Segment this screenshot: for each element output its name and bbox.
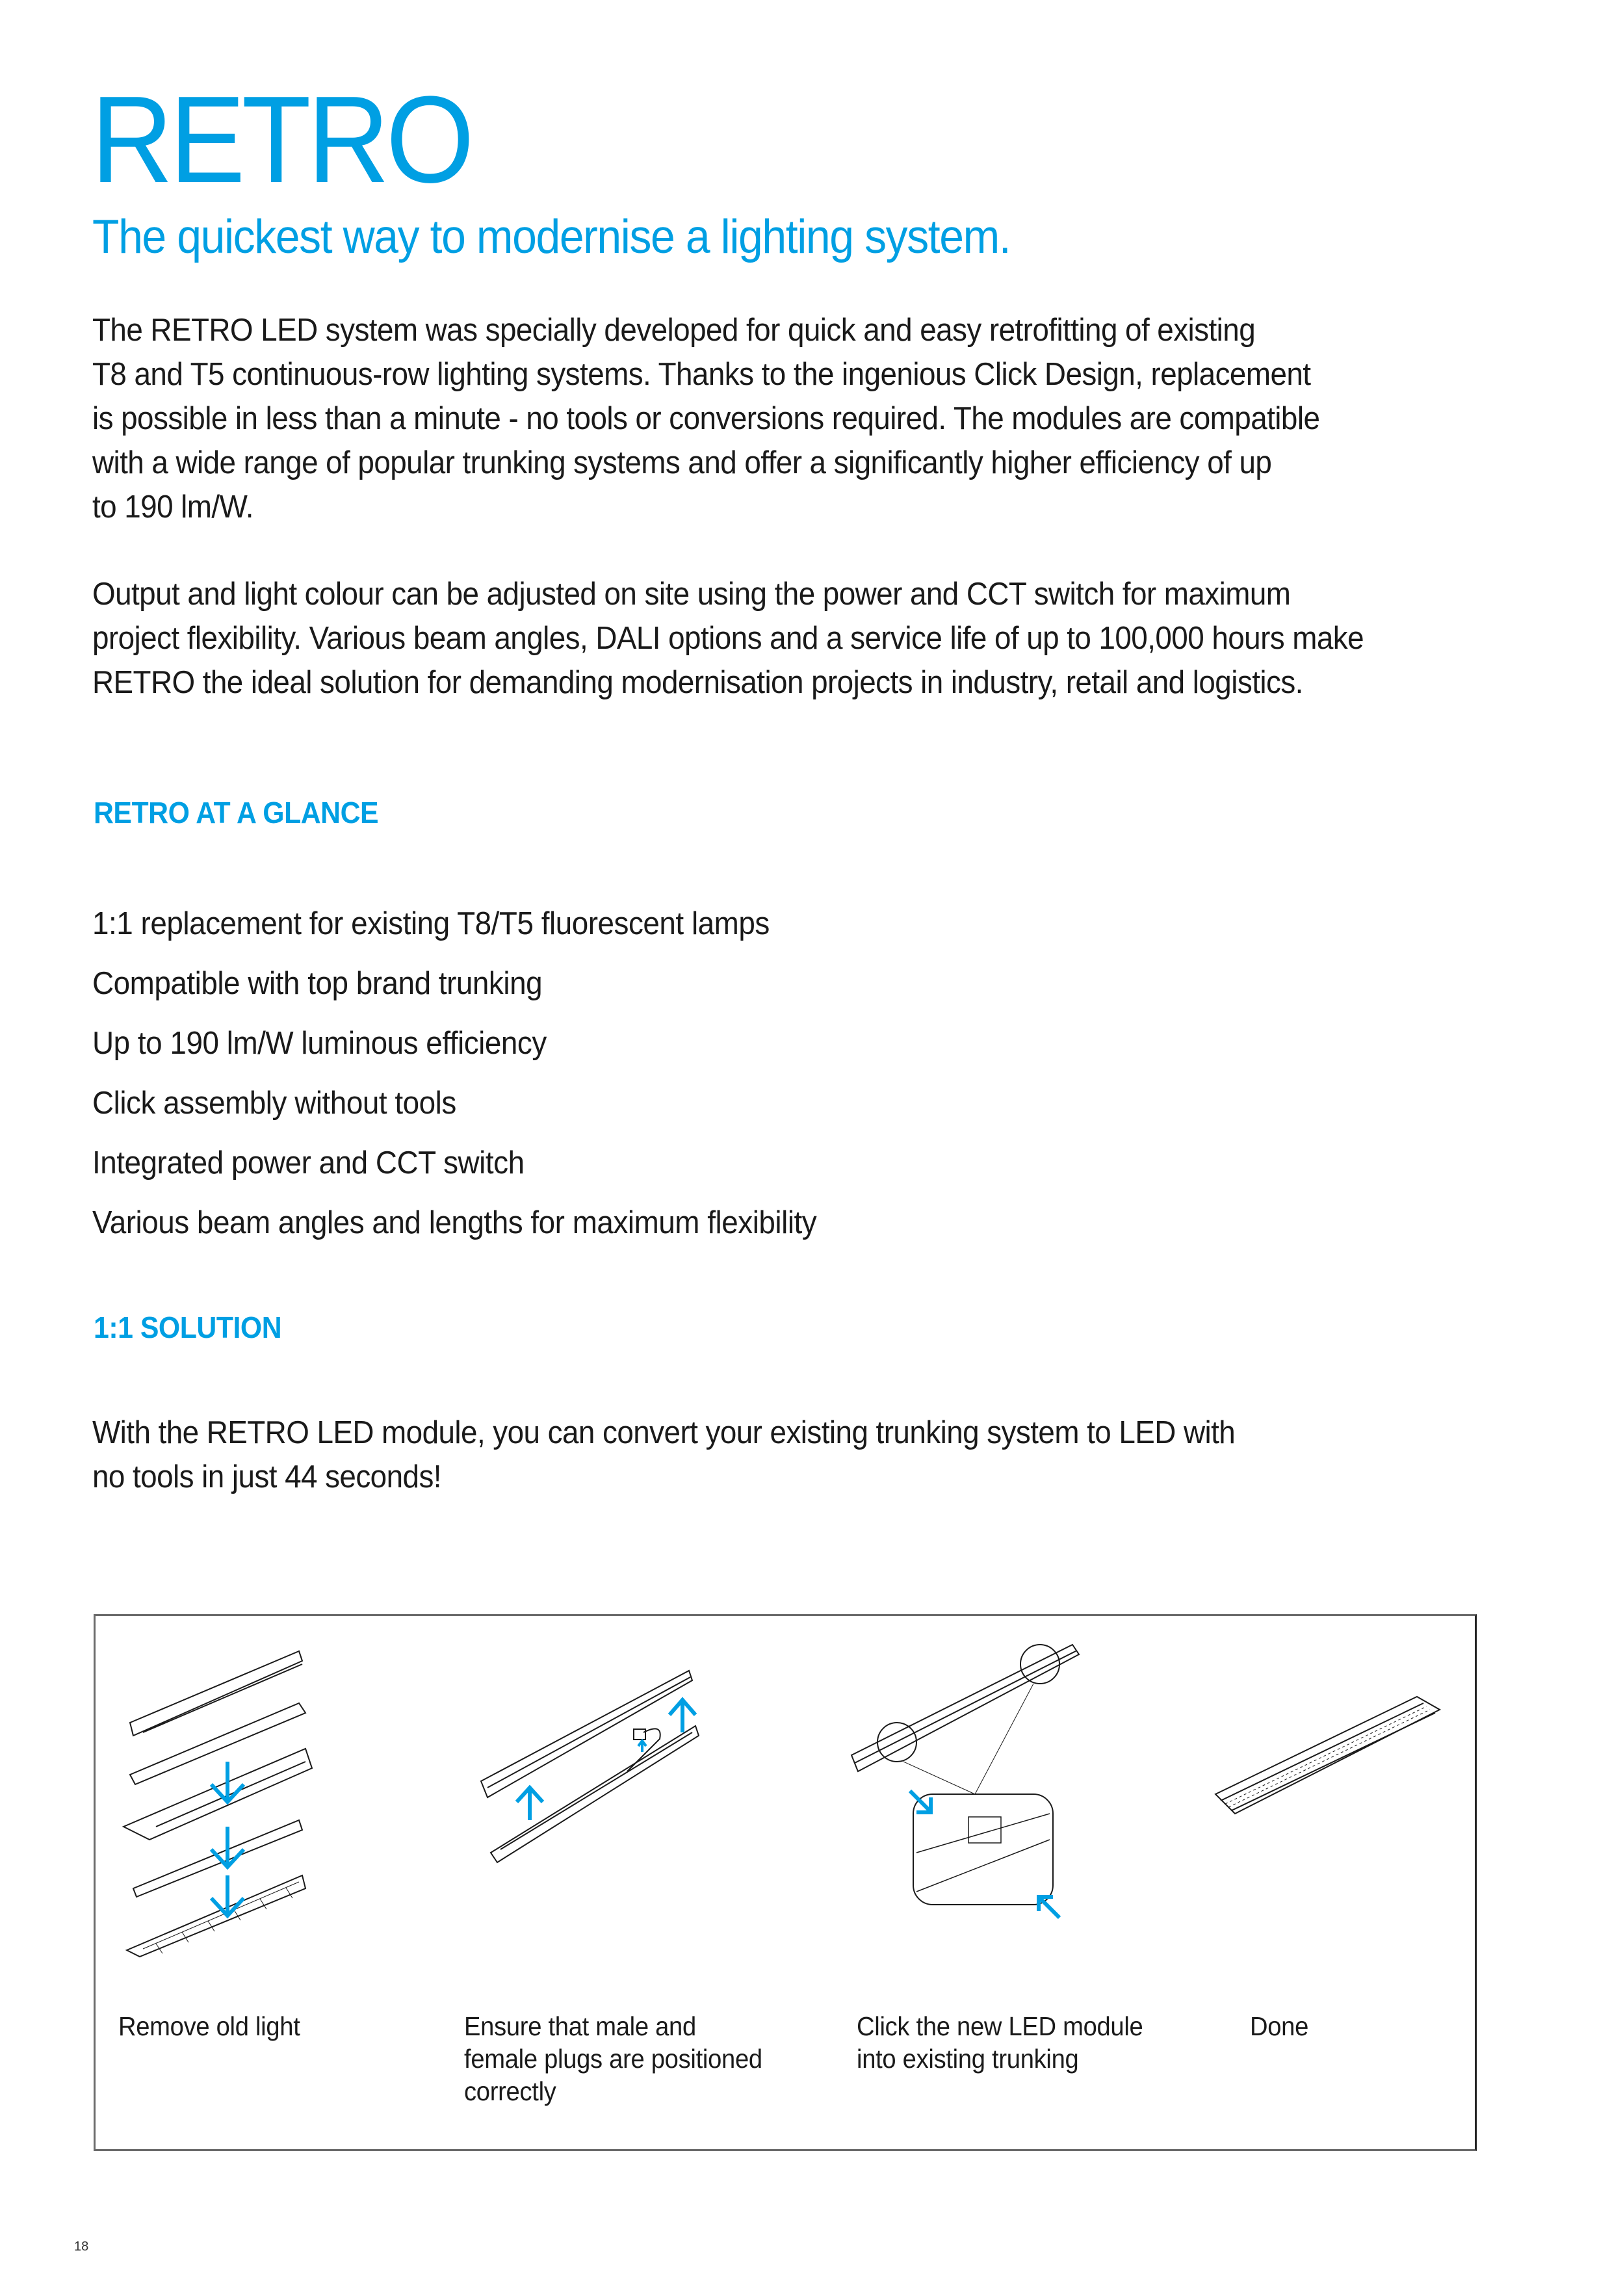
solution-text [92,1411,1490,1499]
exploded-old-luminaire-illustration [117,1632,442,1970]
text-line: Ensure that male and [464,2011,696,2041]
text-line: is possible in less than a minute - no tools or conversions required. The modules are compatible [92,401,1320,436]
text-line: The RETRO LED system was specially developed for quick and easy retrofitting of existing [92,313,1256,348]
step-caption-3 [857,2010,1143,2075]
text-line: Output and light colour can be adjusted on site using the power and CCT switch for maximum [92,577,1291,612]
text-line: with a wide range of popular trunking systems and offer a significantly higher efficiency of up [92,445,1272,480]
text-line: T8 and T5 continuous-row lighting systems. Thanks to the ingenious Click Design, replacement [92,357,1311,392]
page-title: RETRO [91,71,471,209]
text-line: into existing trunking [857,2044,1079,2074]
step-caption-1 [118,2010,300,2042]
glance-list [92,894,816,1253]
text-line: Click the new LED module [857,2011,1143,2041]
list-item: 1:1 replacement for existing T8/T5 fluorescent lamps [92,906,770,941]
text-line: Remove old light [118,2011,300,2041]
glance-heading: RETRO AT A GLANCE [94,796,379,829]
list-item: Up to 190 lm/W luminous efficiency [92,1026,547,1061]
list-item: Compatible with top brand trunking [92,966,543,1001]
plug-connection-illustration [468,1664,806,1872]
text-line: With the RETRO LED module, you can convert your existing trunking system to LED with [92,1415,1236,1450]
installed-led-module-illustration [1209,1684,1456,1827]
text-line: no tools in just 44 seconds! [92,1459,441,1494]
intro-paragraph-1 [92,308,1490,529]
page-subtitle: The quickest way to modernise a lighting system. [92,211,1011,263]
list-item: Integrated power and CCT switch [92,1145,525,1181]
page-number: 18 [74,2239,89,2254]
list-item: Click assembly without tools [92,1086,456,1121]
text-line: RETRO the ideal solution for demanding modernisation projects in industry, retail and logistics. [92,665,1303,700]
step-caption-2 [464,2010,762,2107]
click-in-detail-illustration [845,1625,1118,1924]
text-line: to 190 lm/W. [92,489,253,525]
solution-heading: 1:1 SOLUTION [94,1311,282,1344]
text-line: Done [1250,2011,1309,2041]
list-item: Various beam angles and lengths for maximum flexibility [92,1205,817,1240]
step-caption-4 [1250,2010,1308,2042]
text-line: correctly [464,2076,556,2106]
text-line: project flexibility. Various beam angles, DALI options and a service life of up to 100,000 hours make [92,621,1364,656]
intro-paragraph-2 [92,572,1490,705]
text-line: female plugs are positioned [464,2044,762,2074]
